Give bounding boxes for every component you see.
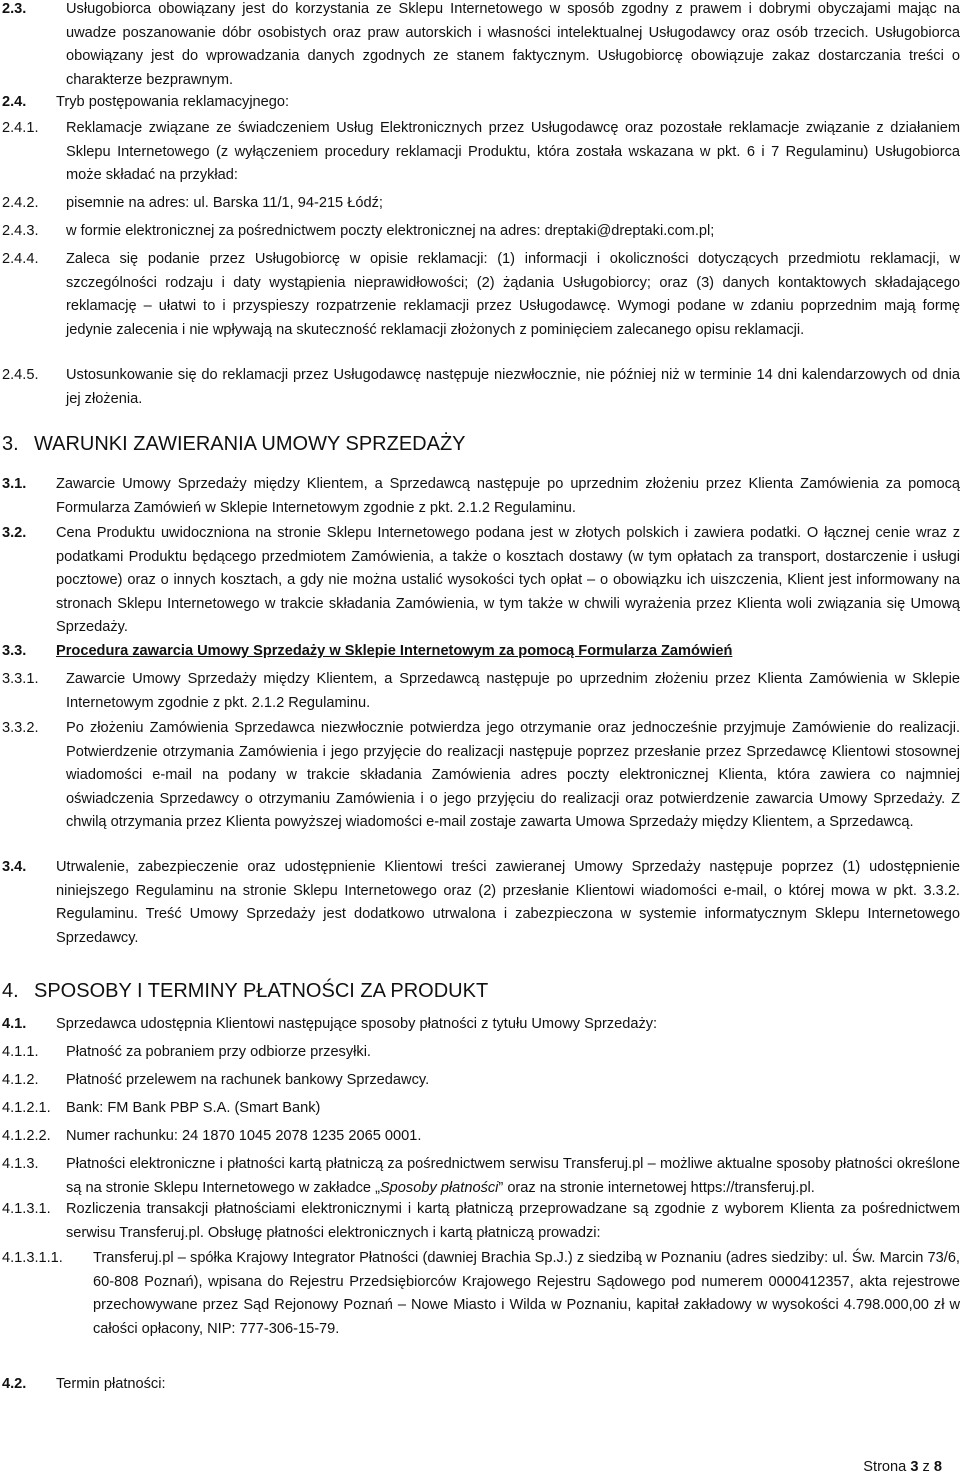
heading-number: 3. [2, 433, 19, 455]
section-text: Płatność przelewem na rachunek bankowy Sprzedawcy. [66, 1072, 430, 1088]
section-text: Tryb postępowania reklamacyjnego: [56, 94, 290, 110]
section-text: Usługobiorca obowiązany jest do korzystania ze Sklepu Internetowego w sposób zgodny z prawem i dobrymi obyczajami mając na uwadze poszanowanie dóbr osobistych oraz praw autorskich i własności intelektualnej Usługodawcy oraz osób trzecich. Usługobiorca obowiązany jest do wprowadzania danych zgodnych ze stanem faktycznym. Usługobiorcę obowiązuje zakaz dostarczania treści o charakterze bezprawnym. [66, 1, 960, 88]
page-footer [863, 1458, 942, 1476]
heading-section-3 [2, 431, 466, 457]
section-text: Transferuj.pl – spółka Krajowy Integrator Płatności (dawniej Brachia Sp.J.) z siedzibą w Poznaniu (adres siedziby: ul. Św. Marcin 73/6, 60-808 Poznań), wpisana do Rejestru Przedsiębiorców Krajowego Rejestru Sądowego pod numerem 0000412357, akta rejestrowe przechowywane przez Sąd Rejonowy Poznań – Nowe Miasto i Wilda w Poznaniu, kapitał zakładowy w wysokości 4.798.000,00 zł w całości opłacony, NIP: 777-306-15-79. [93, 1250, 960, 1337]
payment-methods-tab-name: Sposoby płatności [379, 1179, 499, 1196]
section-text [66, 1153, 960, 1200]
section-number: 2.4.2. [2, 195, 39, 211]
section-text: Bank: FM Bank PBP S.A. (Smart Bank) [66, 1100, 321, 1116]
footer-separator: z [918, 1459, 934, 1475]
text-part: Płatności elektroniczne i płatności kartą płatniczą za pośrednictwem serwisu Transferuj.pl – możliwe aktualne sposoby płatności określone są na stronie Sklepu Internetowego w zakładce „ [66, 1156, 960, 1196]
section-text: Płatność za pobraniem przy odbiorze przesyłki. [66, 1044, 371, 1060]
section-number: 4.1.1. [2, 1044, 39, 1060]
section-text: Numer rachunku: 24 1870 1045 2078 1235 2065 0001. [66, 1128, 422, 1144]
section-number: 3.3. [2, 643, 27, 659]
text-part: ” oraz na stronie internetowej https://transferuj.pl. [498, 1179, 815, 1196]
section-number: 2.4.3. [2, 223, 39, 239]
section-number: 3.1. [2, 476, 27, 492]
section-number: 3.3.1. [2, 671, 39, 687]
section-number: 4.1.2. [2, 1072, 39, 1088]
section-number: 2.3. [2, 1, 27, 17]
section-text: Procedura zawarcia Umowy Sprzedaży w Sklepie Internetowym za pomocą Formularza Zamówień [56, 643, 733, 659]
current-page-number: 3 [910, 1459, 919, 1475]
heading-number: 4. [2, 980, 19, 1002]
section-text: Zawarcie Umowy Sprzedaży między Klientem, a Sprzedawcą następuje po uprzednim złożeniu przez Klienta Zamówienia w Sklepie Internetowym zgodnie z pkt. 2.1.2 Regulaminu. [66, 671, 960, 711]
heading-title: WARUNKI ZAWIERANIA UMOWY SPRZEDAŻY [34, 433, 466, 455]
section-text: Sprzedawca udostępnia Klientowi następujące sposoby płatności z tytułu Umowy Sprzedaży: [56, 1016, 658, 1032]
section-text: Cena Produktu uwidoczniona na stronie Sklepu Internetowego podana jest w złotych polskich i zawiera podatki. O łącznej cenie wraz z podatkami Produktu będącego przedmiotem Zamówienia, a także o kosztach dostawy (w tym opłatach za transport, dostarczenie i usługi pocztowe) oraz o innych kosztach, a gdy nie można ustalić wysokości tych opłat – o obowiązku ich uiszczenia, Klient jest informowany na stronach Sklepu Internetowego w trakcie składania Zamówienia, w tym także w chwili wyrażenia przez Klienta woli związania się Umową Sprzedaży. [56, 525, 960, 635]
section-text: Termin płatności: [56, 1376, 166, 1392]
section-text: Rozliczenia transakcji płatnościami elektronicznymi i kartą płatniczą przeprowadzane są zgodnie z wyborem Klienta za pośrednictwem serwisu Transferuj.pl. Obsługę płatności elektronicznych i kartą płatniczą prowadzi: [66, 1201, 960, 1241]
section-number: 3.2. [2, 525, 27, 541]
footer-prefix: Strona [863, 1459, 911, 1475]
section-text: Utrwalenie, zabezpieczenie oraz udostępnienie Klientowi treści zawieranej Umowy Sprzedaży następuje poprzez (1) udostępnienie niniejszego Regulaminu na stronie Sklepu Internetowego oraz (2) przesłanie Klientowi wiadomości e-mail, o której mowa w pkt. 3.3.2. Regulaminu. Treść Umowy Sprzedaży jest dodatkowo utrwalona i zabezpieczona w systemie informatycznym Sklepu Internetowego Sprzedawcy. [56, 859, 960, 946]
section-number: 3.4. [2, 859, 27, 875]
section-text: Po złożeniu Zamówienia Sprzedawca niezwłocznie potwierdza jego otrzymanie oraz jednocześnie przyjmuje Zamówienie do realizacji. Potwierdzenie otrzymania Zamówienia i jego przyjęcie do realizacji następuje poprzez przesłanie przez Sprzedawcę Klientowi stosownej wiadomości e-mail na podany w trakcie składania Zamówienia adres poczty elektronicznej Klienta, która zawiera co najmniej oświadczenia Sprzedawcy o otrzymaniu Zamówienia i o jego przyjęciu do realizacji oraz potwierdzenie zawarcia Umowy Sprzedaży. Z chwilą otrzymania przez Klienta powyższej wiadomości e-mail zostaje zawarta Umowa Sprzedaży między Klientem, a Sprzedawcą. [66, 720, 960, 830]
section-number: 4.1.3.1.1. [2, 1250, 63, 1266]
heading-title: SPOSOBY I TERMINY PŁATNOŚCI ZA PRODUKT [34, 980, 489, 1002]
section-text: Zaleca się podanie przez Usługobiorcę w opisie reklamacji: (1) informacji i okoliczności dotyczących przedmiotu reklamacji, w szczególności rodzaju i daty wystąpienia nieprawidłowości; (2) żądania Usługobiorcy; oraz (3) danych kontaktowych składającego reklamację – ułatwi to i przyspieszy rozpatrzenie reklamacji przez Usługodawcę. Wymogi podane w zdaniu poprzednim mają formę jedynie zalecenia i nie wpływają na skuteczność reklamacji złożonych z pominięciem zalecanego opisu reklamacji. [66, 251, 960, 338]
section-number: 2.4.1. [2, 120, 39, 136]
section-number: 4.1.3.1. [2, 1201, 51, 1217]
section-text: Zawarcie Umowy Sprzedaży między Klientem, a Sprzedawcą następuje po uprzednim złożeniu przez Klienta Zamówienia za pomocą Formularza Zamówień w Sklepie Internetowym zgodnie z pkt. 2.1.2 Regulaminu. [56, 476, 960, 516]
section-number: 4.1.3. [2, 1156, 39, 1172]
section-number: 4.1.2.2. [2, 1128, 51, 1144]
heading-section-4 [2, 978, 488, 1004]
section-number: 2.4.5. [2, 367, 39, 383]
section-number: 4.1.2.1. [2, 1100, 51, 1116]
section-number: 2.4. [2, 94, 27, 110]
section-number: 2.4.4. [2, 251, 39, 267]
total-pages-number: 8 [933, 1459, 942, 1475]
section-text: Ustosunkowanie się do reklamacji przez Usługodawcę następuje niezwłocznie, nie później niż w terminie 14 dni kalendarzowych od dnia jej złożenia. [66, 367, 960, 407]
section-text: pisemnie na adres: ul. Barska 11/1, 94-215 Łódź; [66, 195, 383, 211]
section-number: 4.1. [2, 1016, 27, 1032]
section-text: Reklamacje związane ze świadczeniem Usług Elektronicznych przez Usługodawcę oraz pozostałe reklamacje związanie z działaniem Sklepu Internetowego (z wyłączeniem procedury reklamacji Produktu, która została wskazana w pkt. 6 i 7 Regulaminu) Usługobiorca może składać na przykład: [66, 120, 960, 183]
section-number: 4.2. [2, 1376, 27, 1392]
section-text: w formie elektronicznej za pośrednictwem poczty elektronicznej na adres: dreptaki@dreptaki.com.pl; [66, 223, 715, 239]
section-number: 3.3.2. [2, 720, 39, 736]
